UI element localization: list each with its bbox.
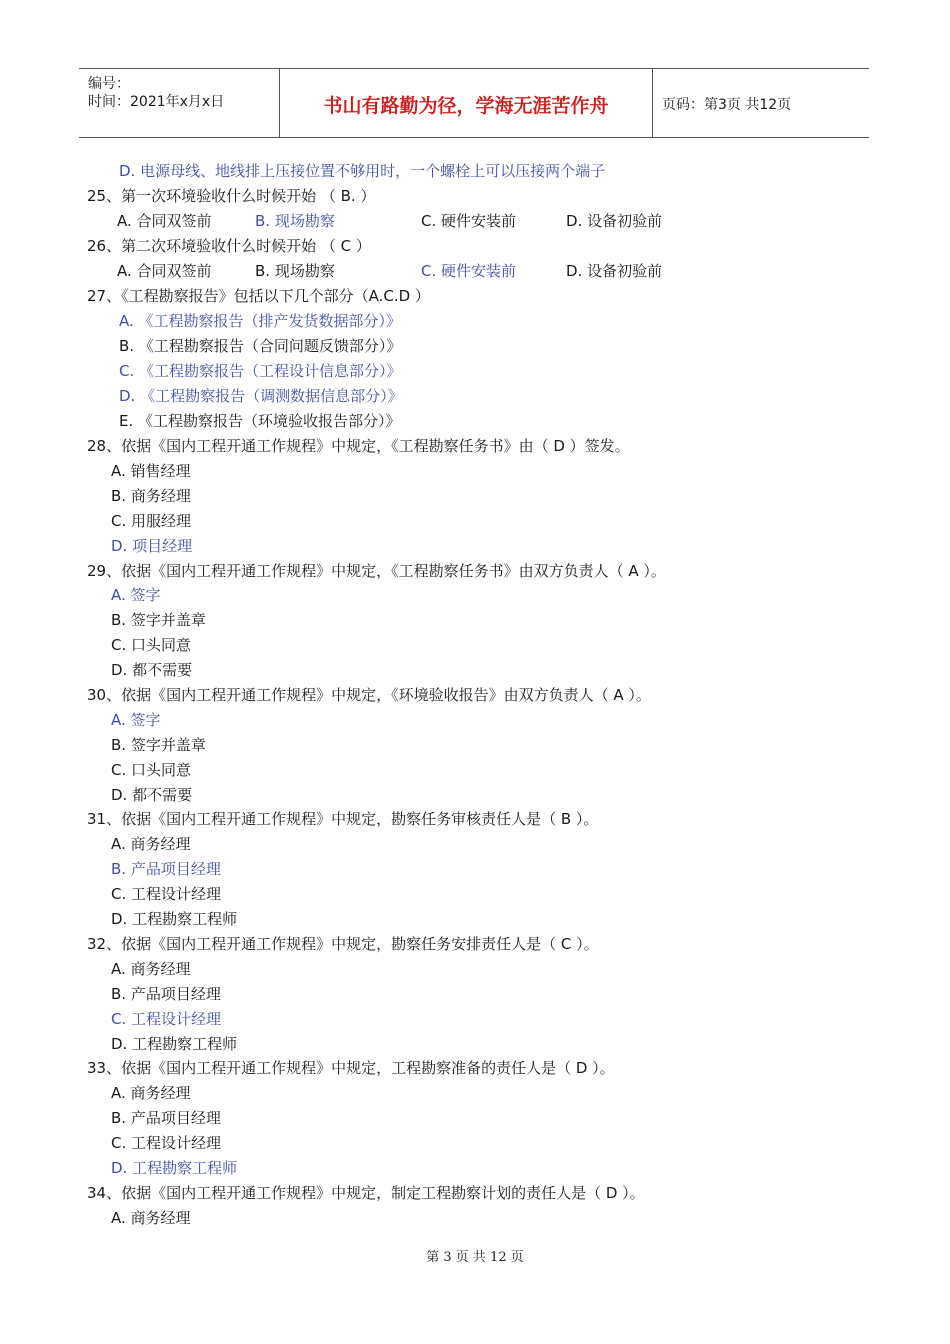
option-line: C. 硬件安装前	[421, 262, 517, 280]
option-line: D. 电源母线、地线排上压接位置不够用时，一个螺栓上可以压接两个端子	[119, 162, 606, 180]
option-line: B. 签字并盖章	[111, 736, 206, 754]
question-line: 25、第一次环境验收什么时候开始 （ B. ）	[87, 187, 376, 205]
option-line: D. 工程勘察工程师	[111, 1035, 238, 1053]
option-line: D. 项目经理	[111, 537, 193, 555]
option-line: A. 商务经理	[111, 1084, 191, 1102]
option-line: C. 工程设计经理	[111, 1010, 222, 1028]
question-line: 34、依据《国内工程开通工作规程》中规定，制定工程勘察计划的责任人是（ D ）。	[87, 1184, 645, 1202]
option-line: B. 商务经理	[111, 487, 191, 505]
question-line: 28、依据《国内工程开通工作规程》中规定，《工程勘察任务书》由（ D ）签发。	[87, 437, 630, 455]
option-line: D. 设备初验前	[566, 212, 663, 230]
option-line: A. 《工程勘察报告（排产发货数据部分）》	[119, 312, 402, 330]
header-info-cell	[79, 69, 280, 137]
motto: 书山有路勤为径，学海无涯苦作舟	[323, 95, 609, 117]
question-line: 26、第二次环境验收什么时候开始 （ C ）	[87, 237, 371, 255]
option-line: C. 口头同意	[111, 761, 192, 779]
page-header	[79, 68, 869, 138]
question-line: 33、依据《国内工程开通工作规程》中规定，工程勘察准备的责任人是（ D ）。	[87, 1059, 615, 1077]
option-line: B. 产品项目经理	[111, 860, 221, 878]
option-line: C. 《工程勘察报告（工程设计信息部分）》	[119, 362, 402, 380]
question-line: 31、依据《国内工程开通工作规程》中规定，勘察任务审核责任人是（ B ）。	[87, 810, 599, 828]
option-line: A. 合同双签前	[117, 262, 212, 280]
page-footer: 第 3 页 共 12 页	[426, 1250, 524, 1265]
option-line: A. 商务经理	[111, 835, 191, 853]
option-line: D. 都不需要	[111, 786, 193, 804]
option-line: A. 签字	[111, 711, 161, 729]
serial-label: 编号：	[88, 76, 130, 92]
option-line: C. 用服经理	[111, 512, 192, 530]
option-line: B. 产品项目经理	[111, 985, 221, 1003]
option-line: C. 口头同意	[111, 636, 192, 654]
option-line: C. 硬件安装前	[421, 212, 517, 230]
option-line: D. 设备初验前	[566, 262, 663, 280]
question-line: 27、《工程勘察报告》包括以下几个部分（A.C.D ）	[87, 287, 430, 305]
option-line: D. 工程勘察工程师	[111, 910, 238, 928]
option-line: B. 现场勘察	[255, 262, 335, 280]
header-page-cell	[653, 69, 869, 137]
header-motto-cell	[280, 69, 653, 137]
option-line: A. 合同双签前	[117, 212, 212, 230]
option-line: B. 签字并盖章	[111, 611, 206, 629]
option-line: D. 都不需要	[111, 661, 193, 679]
option-line: C. 工程设计经理	[111, 885, 222, 903]
option-line: A. 销售经理	[111, 462, 191, 480]
option-line: D. 工程勘察工程师	[111, 1159, 238, 1177]
option-line: C. 工程设计经理	[111, 1134, 222, 1152]
option-line: A. 商务经理	[111, 1209, 191, 1227]
question-line: 30、依据《国内工程开通工作规程》中规定，《环境验收报告》由双方负责人（ A ）。	[87, 686, 651, 704]
option-line: A. 商务经理	[111, 960, 191, 978]
question-line: 29、依据《国内工程开通工作规程》中规定，《工程勘察任务书》由双方负责人（ A ）。	[87, 562, 666, 580]
option-line: B. 《工程勘察报告（合同问题反馈部分）》	[119, 337, 402, 355]
option-line: E. 《工程勘察报告（环境验收报告部分）》	[119, 412, 401, 430]
date-label: 时间：2021年x月x日	[88, 94, 225, 110]
question-line: 32、依据《国内工程开通工作规程》中规定，勘察任务安排责任人是（ C ）。	[87, 935, 599, 953]
page-code: 页码：第3页 共12页	[662, 97, 792, 113]
option-line: B. 产品项目经理	[111, 1109, 221, 1127]
option-line: B. 现场勘察	[255, 212, 335, 230]
option-line: A. 签字	[111, 586, 161, 604]
option-line: D. 《工程勘察报告（调测数据信息部分）》	[119, 387, 403, 405]
